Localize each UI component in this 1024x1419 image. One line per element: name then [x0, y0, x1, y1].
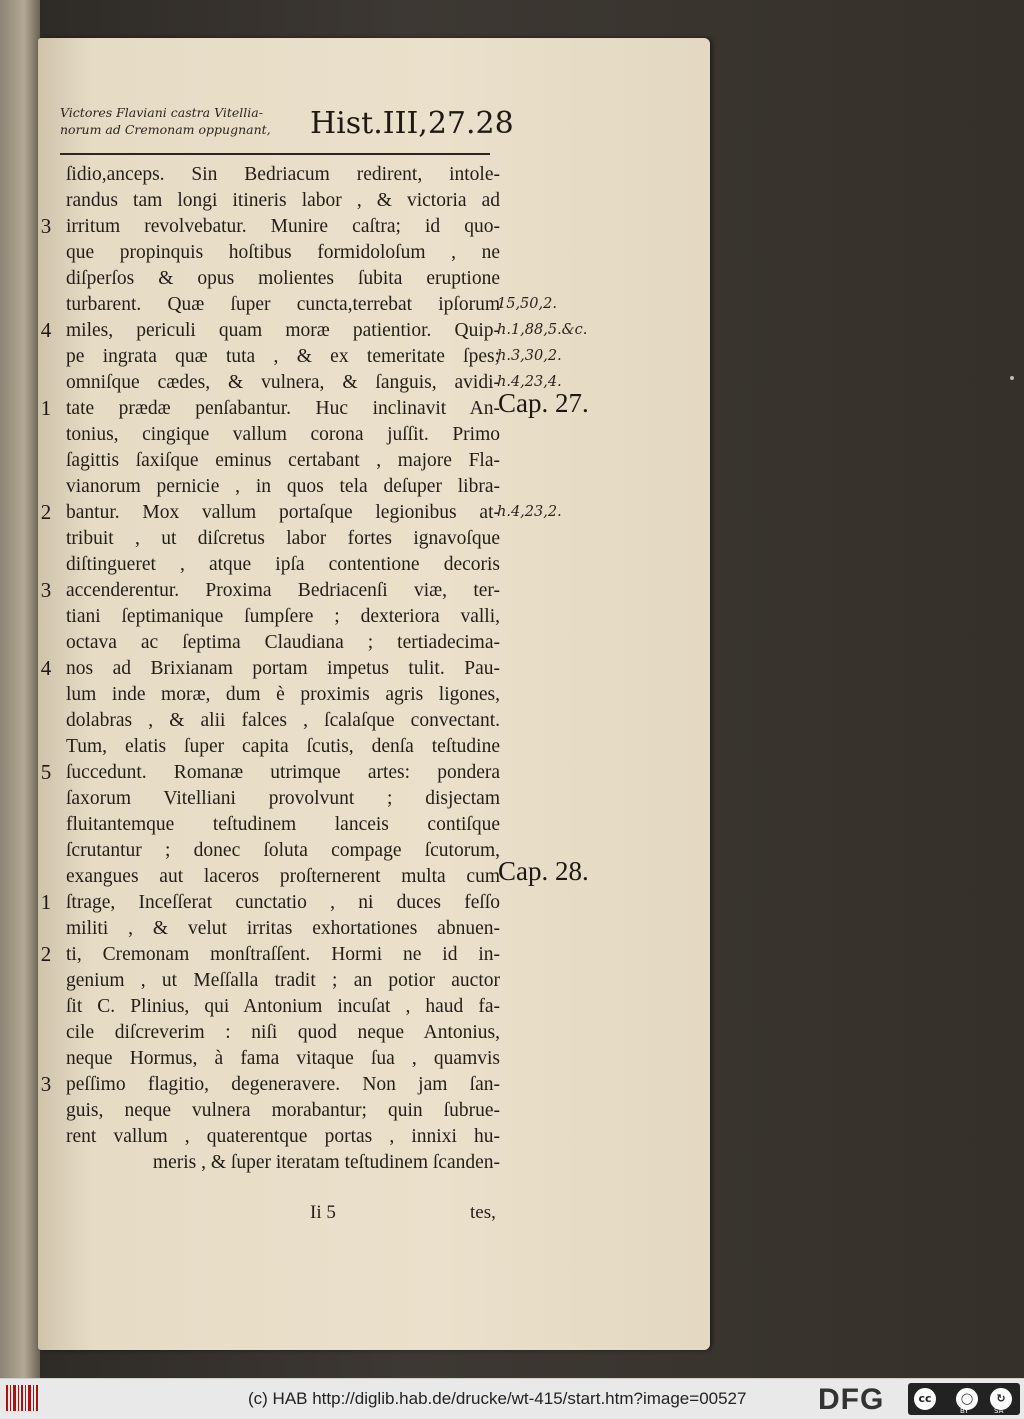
text-line: militi , & velut irritas exhortationes abnuen- [66, 918, 500, 939]
text-line: turbarent. Quæ ſuper cuncta,terrebat ipſorum [66, 294, 500, 315]
text-line: ſuccedunt. Romanæ utrimque artes: pondera [66, 762, 500, 783]
license-sa-label: SA [994, 1407, 1004, 1415]
text-line: randus tam longi itineris labor , & victoria ad [66, 190, 500, 211]
text-line: irritum revolvebatur. Munire caſtra; id quo- [66, 216, 500, 237]
text-line: dolabras , & alii falces , ſcalaſque convectant. [66, 710, 500, 731]
text-line: neque Hormus, à fama vitaque ſua , quamvis [66, 1048, 500, 1069]
section-number: 3 [40, 578, 52, 602]
book-reference: Hist.III,27.28 [310, 106, 514, 141]
chapter-mark: Cap. 28. [498, 856, 589, 886]
marginal-reference: h.4,23,4. [497, 374, 562, 390]
section-number: 4 [40, 656, 52, 680]
attribution-icon: ◯ [954, 1386, 980, 1412]
copyright-link[interactable]: (c) HAB http://diglib.hab.de/drucke/wt-415/start.htm?image=00527 [248, 1389, 747, 1408]
text-line: Tum, elatis ſuper capita ſcutis, denſa teſtudine [66, 736, 500, 757]
viewer-footer [0, 1378, 1024, 1419]
text-line: nos ad Brixianam portam impetus tulit. Pau- [66, 658, 500, 679]
marginal-reference: h.1,88,5.&c. [497, 322, 588, 338]
cc-license-badge[interactable] [908, 1383, 1020, 1415]
section-number: 3 [40, 214, 52, 238]
text-line: diſtingueret , atque ipſa contentione decoris [66, 554, 500, 575]
section-number: 5 [40, 760, 52, 784]
section-number: 1 [40, 396, 52, 420]
text-line: accenderentur. Proxima Bedriacenſi viæ, ter- [66, 580, 500, 601]
text-line: meris , & ſuper iteratam teſtudinem ſcanden- [152, 1152, 500, 1173]
chapter-mark: Cap. 27. [498, 388, 589, 418]
marginal-reference: h.3,30,2. [497, 348, 562, 364]
text-line: ſaxorum Vitelliani provolvunt ; disjectam [66, 788, 500, 809]
text-line: exangues aut laceros proſternerent multa cum [66, 866, 500, 887]
text-line: genium , ut Meſſalla tradit ; an potior auctor [66, 970, 500, 991]
text-line: tiani ſeptimanique ſumpſere ; dexteriora valli, [66, 606, 500, 627]
text-line: cile diſcreverim : niſi quod neque Antonius, [66, 1022, 500, 1043]
catchword: tes, [470, 1202, 496, 1223]
running-head [60, 104, 320, 138]
library-barcode-icon [6, 1385, 40, 1411]
text-line: tribuit , ut diſcretus labor fortes ignavoſque [66, 528, 500, 549]
text-line: ſcrutantur ; donec ſoluta compage ſcutorum, [66, 840, 500, 861]
text-line: peſſimo flagitio, degeneravere. Non jam ſan- [66, 1074, 500, 1095]
text-line: tate prædæ penſabantur. Huc inclinavit An- [66, 398, 500, 419]
text-line: guis, neque vulnera morabantur; quin ſubrue- [66, 1100, 500, 1121]
marginal-reference: h.4,23,2. [497, 504, 562, 520]
text-line: rent vallum , quaterentque portas , innixi hu- [66, 1126, 500, 1147]
text-line: ſidio,anceps. Sin Bedriacum redirent, intole- [66, 164, 500, 185]
text-line: omniſque cædes, & vulnera, & ſanguis, avidi- [66, 372, 500, 393]
marginal-reference: 15,50,2. [497, 296, 557, 312]
text-line: vianorum pernicie , in quos tela deſuper libra- [66, 476, 500, 497]
text-line: lum inde moræ, dum è proximis agris ligones, [66, 684, 500, 705]
signature-mark: Ii 5 [310, 1202, 336, 1223]
section-number: 3 [40, 1072, 52, 1096]
header-rule [60, 153, 490, 155]
text-line: bantur. Mox vallum portaſque legionibus at- [66, 502, 500, 523]
section-number: 4 [40, 318, 52, 342]
share-alike-icon: ↻ [988, 1386, 1014, 1412]
text-line: diſperſos & opus molientes ſubita eruptione [66, 268, 500, 289]
text-line: ſit C. Plinius, qui Antonium incuſat , haud fa- [66, 996, 500, 1017]
section-number: 2 [40, 500, 52, 524]
cc-icon: cc [912, 1386, 938, 1412]
text-line: que propinquis hoſtibus formidoloſum , ne [66, 242, 500, 263]
license-by-label: BY [960, 1407, 969, 1415]
running-head-line-2: norum ad Cremonam oppugnant, [60, 122, 271, 137]
text-line: tonius, cingique vallum corona juſſit. Primo [66, 424, 500, 445]
dfg-logo: DFG [818, 1383, 885, 1416]
text-line: pe ingrata quæ tuta , & ex temeritate ſpes; [66, 346, 500, 367]
text-line: ti, Cremonam monſtraſſent. Hormi ne id in- [66, 944, 500, 965]
section-number: 1 [40, 890, 52, 914]
text-line: ſtrage, Inceſſerat cunctatio , ni duces feſſo [66, 892, 500, 913]
text-line: fluitantemque teſtudinem lanceis contiſque [66, 814, 500, 835]
text-line: octava ac ſeptima Claudiana ; tertiadecima- [66, 632, 500, 653]
page-header [60, 104, 514, 154]
running-head-line-1: Victores Flaviani castra Vitellia- [60, 105, 263, 120]
text-line: miles, periculi quam moræ patientior. Quip- [66, 320, 500, 341]
section-number: 2 [40, 942, 52, 966]
adjacent-page-edge [0, 0, 40, 1378]
scan-speck [1010, 376, 1014, 380]
text-line: ſagittis ſaxiſque eminus certabant , majore Fla- [66, 450, 500, 471]
